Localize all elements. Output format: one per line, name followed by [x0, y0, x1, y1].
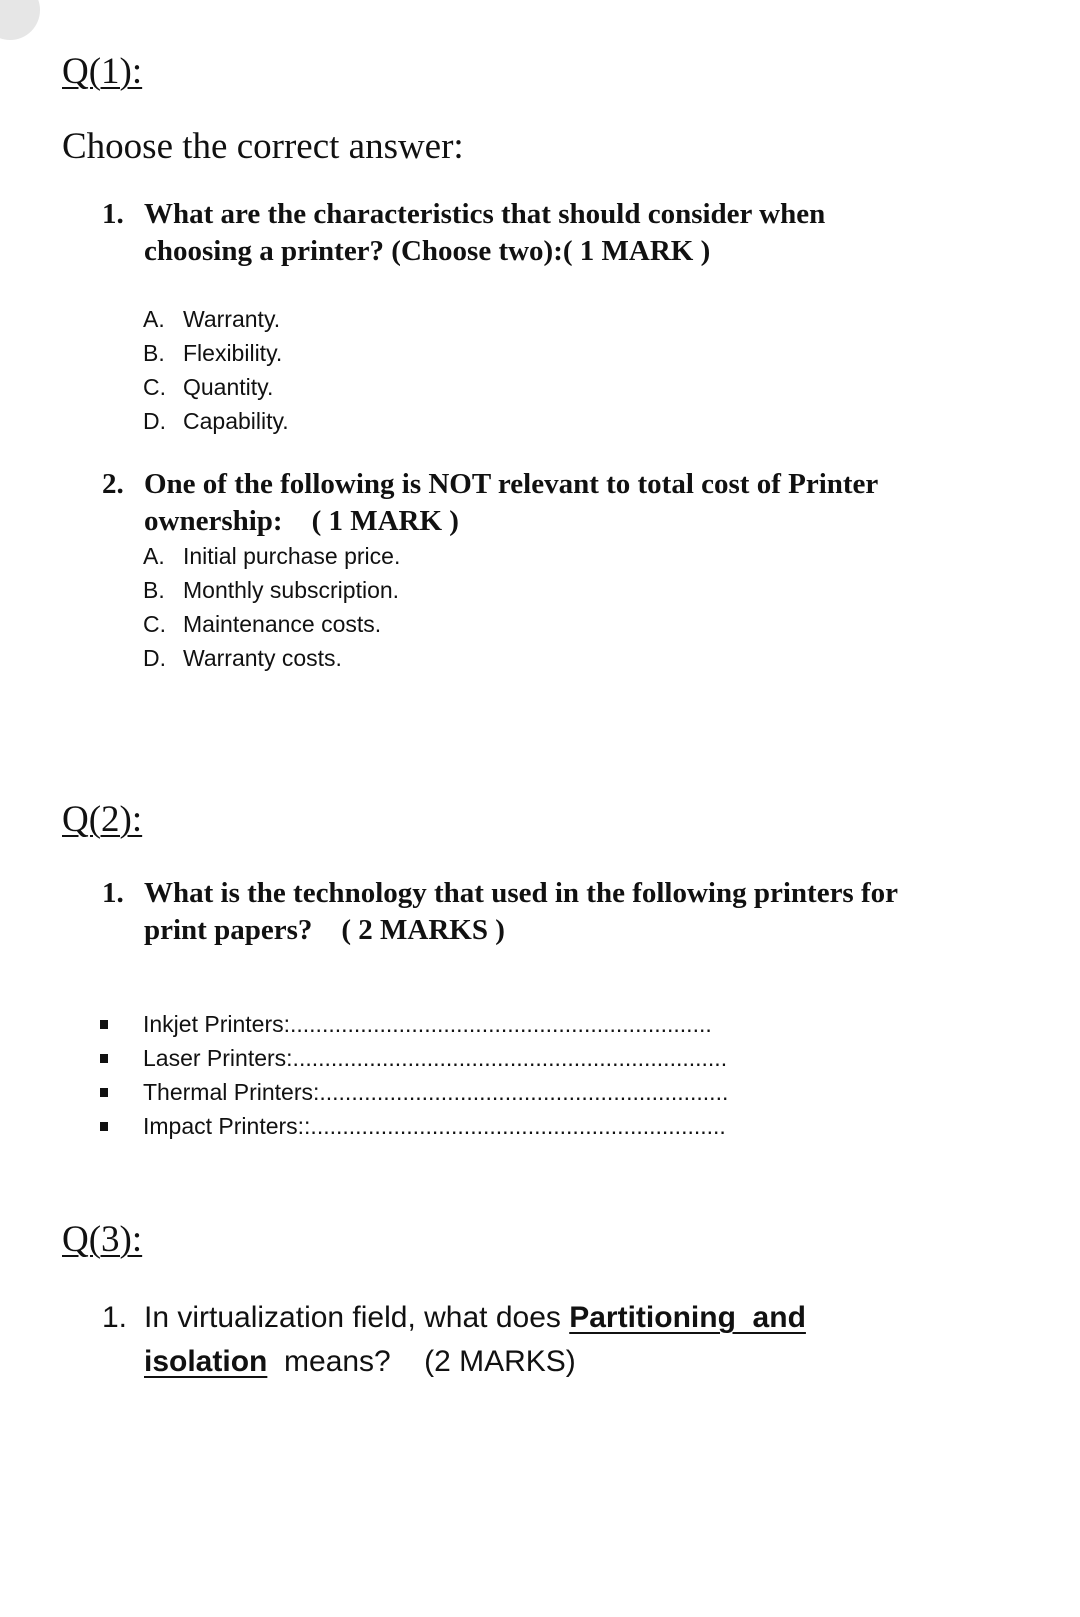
option-letter: A.	[143, 543, 165, 569]
q2-blanks-list	[100, 1007, 728, 1143]
blank-text: Thermal Printers:................................................................	[143, 1079, 729, 1105]
question-text-suffix: means? (2 MARKS)	[267, 1345, 576, 1378]
option-text: Monthly subscription.	[183, 577, 400, 603]
blank-thermal	[100, 1075, 728, 1109]
option-text: Initial purchase price.	[183, 543, 401, 569]
question-number: 1.	[102, 1301, 128, 1334]
question-text-line1	[144, 1296, 806, 1340]
blank-text: Impact Printers::.................................................................	[143, 1113, 726, 1139]
bullet-square-icon	[100, 1088, 108, 1097]
q1-heading: Q(1):	[62, 51, 143, 92]
option-letter: A.	[143, 306, 165, 332]
question-text-line1: What is the technology that used in the following printers for	[144, 877, 898, 909]
question-number: 1.	[102, 198, 124, 230]
q2-heading: Q(2):	[62, 799, 143, 840]
option-text: Quantity.	[183, 374, 274, 400]
option-c	[143, 607, 400, 641]
term-partitioning: Partitioning and	[569, 1301, 806, 1334]
term-isolation: isolation	[144, 1345, 268, 1378]
option-d	[143, 641, 400, 675]
option-text: Flexibility.	[183, 340, 283, 366]
q1-question-2-options	[143, 539, 400, 675]
option-text: Warranty.	[183, 306, 281, 332]
option-d	[143, 404, 289, 438]
bullet-square-icon	[100, 1122, 108, 1131]
question-text-line1: What are the characteristics that should consider when	[144, 198, 826, 230]
question-number: 2.	[102, 468, 124, 500]
option-letter: D.	[143, 408, 166, 434]
question-text-line1: One of the following is NOT relevant to total cost of Printer	[144, 468, 879, 500]
blank-inkjet	[100, 1007, 728, 1041]
question-text-line2: choosing a printer? (Choose two):( 1 MARK )	[144, 235, 711, 267]
bullet-square-icon	[100, 1054, 108, 1063]
q2-question-1	[102, 875, 898, 949]
option-letter: C.	[143, 374, 166, 400]
option-text: Capability.	[183, 408, 289, 434]
option-letter: D.	[143, 645, 166, 671]
question-number: 1.	[102, 877, 124, 909]
q1-question-1-options	[143, 302, 289, 438]
option-a	[143, 302, 289, 336]
q1-instruction: Choose the correct answer:	[62, 126, 464, 167]
question-text-line2	[144, 1340, 806, 1384]
option-b	[143, 336, 289, 370]
q3-question-1	[102, 1296, 806, 1384]
blank-text: Inkjet Printers:..................................................................	[143, 1011, 712, 1037]
question-text-line2: print papers? ( 2 MARKS )	[144, 914, 505, 946]
option-text: Warranty costs.	[183, 645, 342, 671]
q1-question-2	[102, 466, 878, 540]
blank-text: Laser Printers:....................................................................	[143, 1045, 728, 1071]
page-corner-shadow	[0, 0, 40, 40]
option-letter: B.	[143, 577, 165, 603]
option-letter: B.	[143, 340, 165, 366]
option-a	[143, 539, 400, 573]
q3-heading: Q(3):	[62, 1219, 143, 1260]
question-text-prefix: In virtualization field, what does	[144, 1301, 570, 1334]
question-text-line2: ownership: ( 1 MARK )	[144, 505, 459, 537]
blank-impact	[100, 1109, 728, 1143]
option-b	[143, 573, 400, 607]
bullet-square-icon	[100, 1020, 108, 1029]
option-text: Maintenance costs.	[183, 611, 382, 637]
blank-laser	[100, 1041, 728, 1075]
q1-question-1	[102, 196, 825, 270]
option-letter: C.	[143, 611, 166, 637]
option-c	[143, 370, 289, 404]
